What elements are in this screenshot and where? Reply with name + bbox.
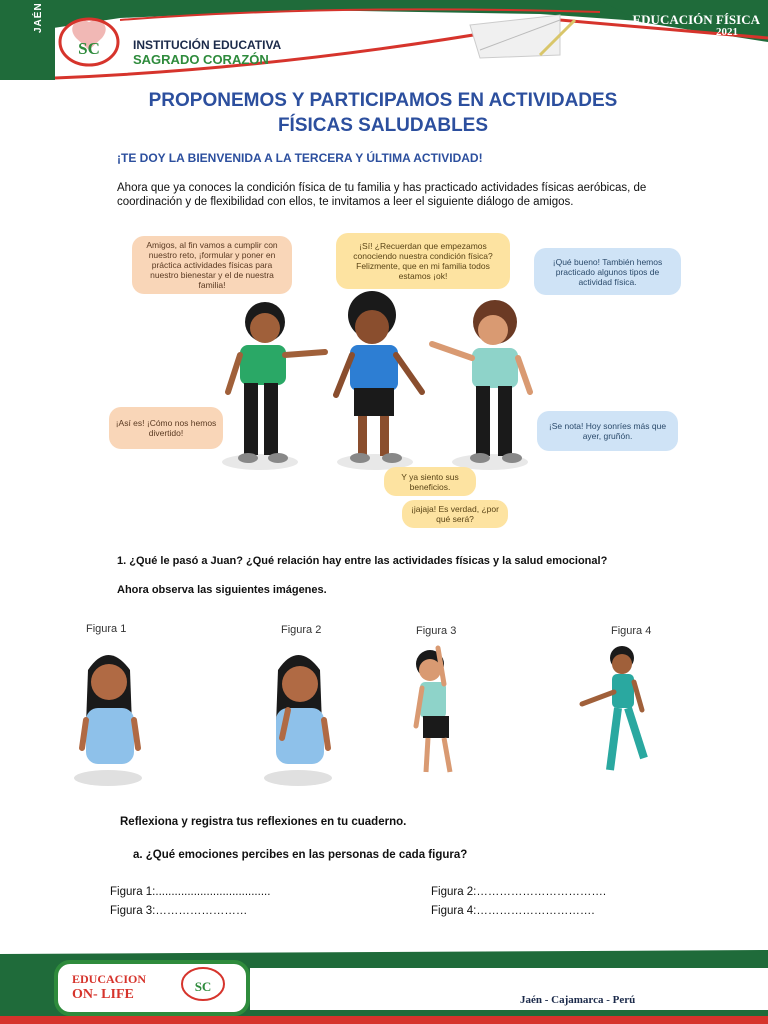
figure-3-label: Figura 3 [416, 625, 457, 637]
answer-figure-3[interactable]: Figura 3:…………………… [110, 905, 248, 917]
institution-name: INSTITUCIÓN EDUCATIVA [133, 38, 282, 52]
year-label: 2021 [716, 26, 738, 38]
emotion-figures [60, 640, 700, 790]
dialogue-bubble-3: ¡Qué bueno! También hemos practicado algunos tipos de actividad física. [534, 248, 681, 295]
footer-location: Jaén - Cajamarca - Perú [520, 994, 636, 1006]
title-line-1: PROPONEMOS Y PARTICIPAMOS EN ACTIVIDADES [148, 90, 618, 111]
footer-logo [180, 966, 226, 1002]
title-line-2: FÍSICAS SALUDABLES [277, 115, 489, 136]
footer-label-education: EDUCACION [72, 972, 147, 986]
figure-4-image [582, 646, 644, 770]
figure-2-image [264, 655, 332, 786]
dialogue-bubble-1: Amigos, al fin vamos a cumplir con nuestro reto, ¡formular y poner en práctica actividades físicas para nuestro bienestar y el de nuestra familia! [132, 236, 292, 294]
question-1: 1. ¿Qué le pasó a Juan? ¿Qué relación hay entre las actividades físicas y la salud emocional? [117, 555, 608, 567]
answer-figure-2[interactable]: Figura 2:……………………………. [431, 886, 607, 898]
observe-instruction: Ahora observa las siguientes imágenes. [117, 584, 327, 596]
dialogue-bubble-4: ¡Así es! ¡Cómo nos hemos divertido! [109, 407, 223, 449]
dialogue-bubble-7: ¡jajaja! Es verdad, ¿por qué será? [402, 500, 508, 528]
question-a: a. ¿Qué emociones percibes en las personas de cada figura? [133, 849, 468, 861]
dialogue-bubble-2: ¡Sí! ¿Recuerdan que empezamos conociendo nuestra condición física? Felizmente, que en mi familia todos estamos ¡ok! [336, 233, 510, 289]
side-label: JAÉN [33, 2, 44, 33]
welcome-heading: ¡TE DOY LA BIENVENIDA A LA TERCERA Y ÚLTIMA ACTIVIDAD! [117, 151, 483, 165]
institution-name-line2: SAGRADO CORAZÓN [133, 52, 269, 67]
footer-label-online: ON- LIFE [72, 987, 134, 1002]
figure-1-label: Figura 1 [86, 623, 127, 635]
answer-figure-1[interactable]: Figura 1:.................................... [110, 886, 271, 898]
dialogue-bubble-6: Y ya siento sus beneficios. [384, 467, 476, 496]
school-logo [58, 14, 120, 68]
girl-green-shirt [228, 302, 325, 463]
girl-teal-shirt [432, 300, 530, 463]
figure-1-image [74, 655, 142, 786]
page-header [0, 0, 768, 80]
intro-paragraph: Ahora que ya conoces la condición física de tu familia y has practicado actividades físicas aeróbicas, de coordinación y de flexibilidad con ellos, te invitamos a leer el siguiente diálogo de amigos. [117, 182, 647, 208]
logo-text: SC [78, 39, 100, 58]
answer-figure-4[interactable]: Figura 4:…………………………. [431, 905, 595, 917]
page-title [100, 88, 666, 138]
reflection-instruction: Reflexiona y registra tus reflexiones en tu cuaderno. [120, 816, 407, 828]
dialogue-bubble-5: ¡Se nota! Hoy sonríes más que ayer, gruñón. [537, 411, 678, 451]
figure-2-label: Figura 2 [281, 624, 322, 636]
figure-4-label: Figura 4 [611, 625, 652, 637]
footer-logo-text: SC [194, 979, 212, 994]
subject-label: EDUCACIÓN FÍSICA [632, 12, 760, 27]
figure-3-image [416, 648, 450, 772]
boy-blue-shirt [336, 291, 422, 463]
